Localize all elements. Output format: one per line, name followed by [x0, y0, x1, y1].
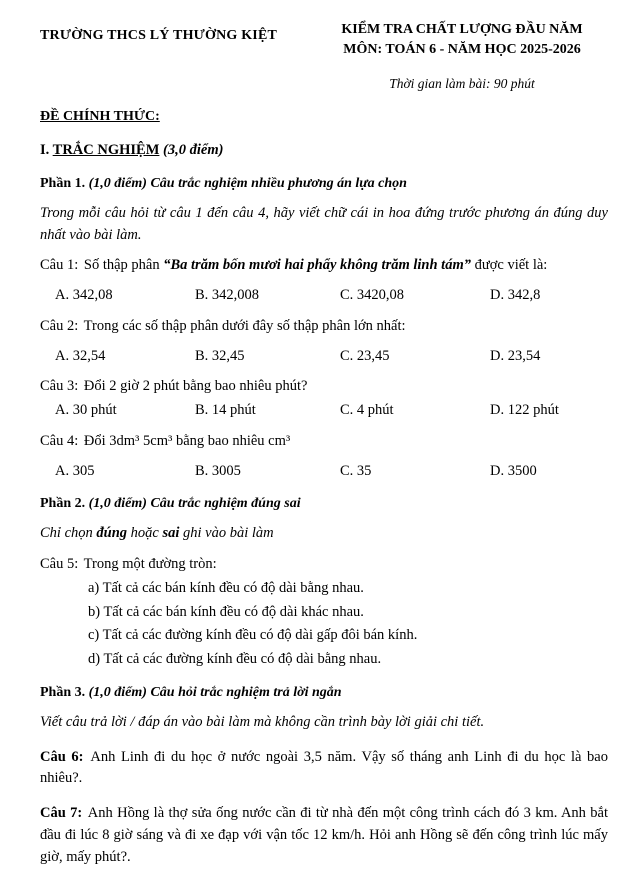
option-a: A. 305 [55, 462, 95, 479]
question-3-text: Đổi 2 giờ 2 phút bằng bao nhiêu phút? [83, 378, 308, 395]
part-2-instruction [40, 523, 608, 545]
question-4 [40, 431, 608, 453]
option-d: D. 23,54 [490, 347, 541, 364]
option-d: D. 342,8 [490, 287, 541, 304]
question-4-options [40, 461, 608, 483]
question-6-text: Anh Linh đi du học ở nước ngoài 3,5 năm. Vậy số tháng anh Linh đi du học là bao nhiêu?. [40, 748, 608, 787]
section-points: (3,0 điểm) [163, 142, 224, 159]
part-2-instruction-bold-2: sai [162, 525, 180, 542]
question-3-options [40, 400, 608, 422]
official-exam-text: ĐỀ CHÍNH THỨC: [40, 109, 160, 125]
subitem-d: d) Tất cả các đường kính đều có độ dài bằng nhau. [88, 651, 382, 668]
question-5-text: Trong một đường tròn: [83, 556, 217, 573]
part-2-instruction-post: ghi vào bài làm [183, 525, 274, 542]
part-2-heading [40, 493, 608, 514]
option-c: C. 4 phút [340, 402, 394, 419]
part-2-instruction-bold-1: đúng [96, 525, 128, 542]
question-3-label: Câu 3: [40, 378, 79, 395]
option-d: D. 3500 [490, 462, 537, 479]
part-1-title: (1,0 điểm) Câu trắc nghiệm nhiều phương án lựa chọn [88, 175, 407, 191]
subitem-c: c) Tất cả các đường kính đều có độ dài gấp đôi bán kính. [88, 627, 418, 644]
option-a: A. 30 phút [55, 402, 117, 419]
exam-title-block [316, 20, 608, 93]
question-5-items [40, 578, 608, 671]
question-2-options [40, 346, 608, 368]
document-header [40, 20, 608, 93]
subitem-a: a) Tất cả các bán kính đều có độ dài bằng nhau. [88, 579, 364, 596]
school-name: TRƯỜNG THCS LÝ THƯỜNG KIỆT [40, 28, 278, 43]
question-2 [40, 316, 608, 338]
section-title: TRẮC NGHIỆM [52, 142, 160, 159]
option-b: B. 14 phút [195, 402, 256, 419]
question-1-text: Số thập phân [83, 257, 160, 274]
question-5-label: Câu 5: [40, 556, 79, 573]
part-2-title: (1,0 điểm) Câu trắc nghiệm đúng sai [88, 496, 301, 512]
question-1-text-after: được viết là: [474, 257, 548, 274]
option-a: A. 32,54 [55, 347, 106, 364]
option-c: C. 3420,08 [340, 287, 405, 304]
part-3-label: Phần 3. [40, 684, 86, 700]
option-d: D. 122 phút [490, 402, 559, 419]
question-7-label: Câu 7: [40, 805, 83, 822]
question-1-emphasis: “Ba trăm bốn mươi hai phẩy không trăm linh tám” [163, 257, 471, 274]
option-c: C. 23,45 [340, 347, 390, 364]
option-b: B. 342,008 [195, 287, 260, 304]
question-1-options [40, 285, 608, 307]
question-7-text: Anh Hồng là thợ sửa ống nước cần đi từ nhà đến một công trình cách đó 3 km. Anh bắt đầu đi lúc 8 giờ sáng và đi xe đạp với vận tốc 12 km/h. Hỏi anh Hồng sẽ đến công trình lúc mấy giờ, mấy phút?. [40, 805, 608, 865]
exam-subject: MÔN: TOÁN 6 - NĂM HỌC 2025-2026 [343, 42, 581, 58]
question-7 [40, 803, 608, 868]
official-exam-label [40, 106, 608, 127]
part-2-instruction-mid: hoặc [130, 525, 159, 542]
part-2-instruction-pre: Chỉ chọn [40, 525, 93, 542]
question-4-text: Đổi 3dm³ 5cm³ bằng bao nhiêu cm³ [83, 432, 291, 449]
question-6 [40, 747, 608, 791]
question-4-label: Câu 4: [40, 432, 79, 449]
question-3 [40, 376, 608, 398]
part-2-label: Phần 2. [40, 496, 86, 512]
part-3-heading [40, 682, 608, 703]
section-1-heading [40, 140, 608, 162]
part-1-label: Phần 1. [40, 175, 86, 191]
exam-duration: Thời gian làm bài: 90 phút [389, 75, 535, 91]
question-5 [40, 554, 608, 576]
question-1 [40, 255, 608, 277]
question-6-label: Câu 6: [40, 748, 84, 765]
question-1-label: Câu 1: [40, 257, 79, 274]
part-1-instruction: Trong mỗi câu hỏi từ câu 1 đến câu 4, hãy viết chữ cái in hoa đứng trước phương án đúng duy nhất vào bài làm. [40, 204, 608, 243]
part-1-heading [40, 173, 608, 194]
exam-title: KIỂM TRA CHẤT LƯỢNG ĐẦU NĂM [341, 22, 583, 37]
option-b: B. 32,45 [195, 347, 245, 364]
question-2-label: Câu 2: [40, 317, 79, 334]
section-numeral: I. [40, 142, 50, 159]
subitem-b: b) Tất cả các bán kính đều có độ dài khác nhau. [88, 603, 364, 620]
option-b: B. 3005 [195, 462, 241, 479]
part-3-instruction: Viết câu trả lời / đáp án vào bài làm mà không cần trình bày lời giải chi tiết. [40, 713, 485, 730]
part-3-title: (1,0 điểm) Câu hỏi trắc nghiệm trả lời ngắn [88, 684, 342, 700]
option-a: A. 342,08 [55, 287, 113, 304]
question-2-text: Trong các số thập phân dưới đây số thập phân lớn nhất: [83, 317, 406, 334]
option-c: C. 35 [340, 462, 372, 479]
